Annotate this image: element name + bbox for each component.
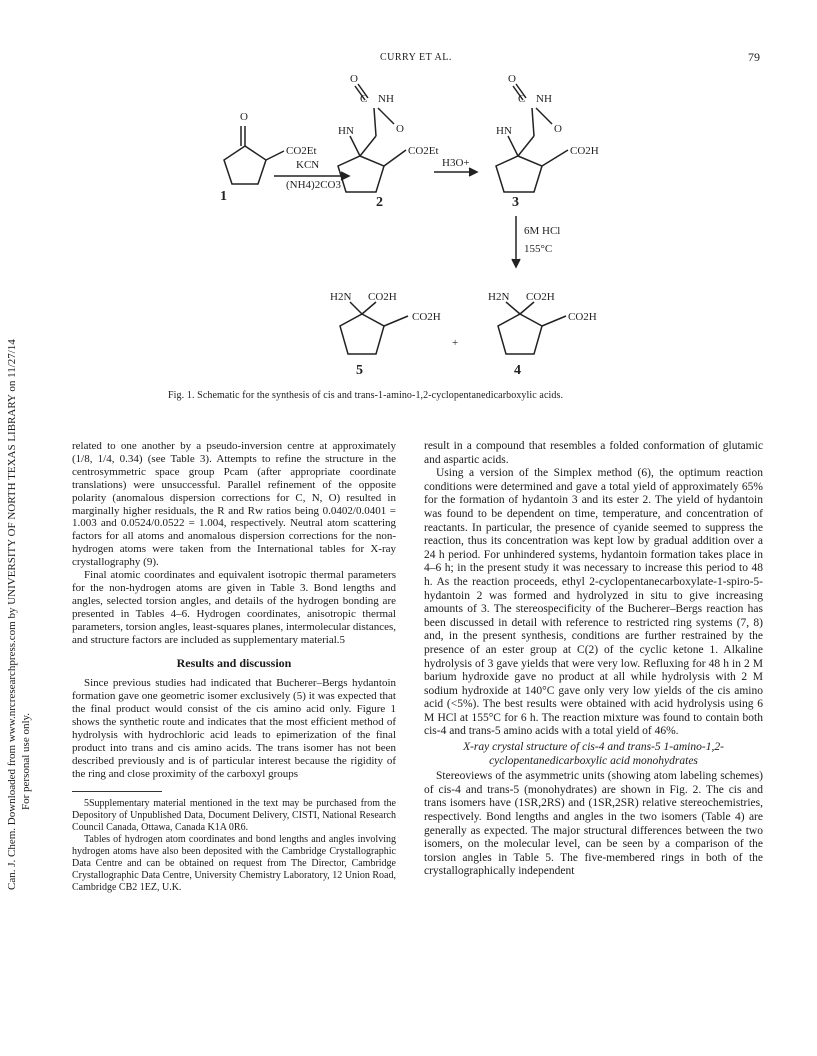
page-number: 79 [748,50,760,64]
amine-5: H2N [330,291,352,303]
hydantoin-c-3: C [518,93,526,105]
reagent-kcn: KCN [296,159,320,171]
reagent-temperature: 155°C [524,243,553,255]
hydantoin-nh-2: NH [378,93,394,105]
co2h-4b: CO2H [568,311,597,323]
plus-sign: + [452,337,459,349]
right-paragraph-2: Using a version of the Simplex method (6), the optimum reaction conditions were determined and gave a total yield of approximately 65% for the formation of hydantoin 3 and its ester 2. The yield of hydantoin was found to be dependent on time, temperature, and concentration of reactants. In particular, the presence of cyanide seemed to suppress the reaction, thus its concentration was kept low by gradual addition over a 24 h period. For unhindered systems, hydantoin formation takes place in 4–6 h; in the present study it was necessary to increase this period to 48 h. As the reaction proceeds, ethyl 2-cyclopentanecarboxylate-1-spiro-5-hydantoin 2 was formed and hydrolyzed in situ to give increasing amounts of 3. The stereospecificity of the Bucherer–Bergs reaction has been discussed in detail with reference to restricted ring systems (7, 8) and, in the present synthesis, conditions are further restrained by the presence of an ester group at C(2) of the cyclic ketone 1. Alkaline hydrolysis of 3 gave yields that were very low. Refluxing for 48 h in 2 M barium hydroxide gave no product at all while hydrolysis with 2 M sodium hydroxide at 140°C gave only very low yields of the cis amino acid (<5%). The best results were obtained with acid hydrolysis using 6 M HCl at 155°C for 6 h. The reaction mixture was found to contain both cis-4 and trans-5 amino acids with a total yield of 46%. [424,467,763,738]
co2h-4a: CO2H [526,291,555,303]
cyclopentanone-ring [224,146,266,184]
reaction-scheme [200,68,630,388]
cyclopentane-ring-5 [340,314,384,354]
reagent-ammonium-carbonate: (NH4)2CO3 [286,179,341,191]
left-paragraph-1: related to one another by a pseudo-inversion centre at approximately (1/8, 1/4, 0.34) (see Table 3). Attempts to refine the structure in the centrosymmetric space group Pcam (after appropriate coordinate translations) were unsuccessful. Parallel refinement of the opposite polarity (anomalous dispersion corrections for C, N, O) resulted in marginally higher residuals, the R and Rw ratios being 0.0402/0.0401 = 1.003 and 0.0524/0.0522 = 1.004, respectively. Neutral atom scattering factors for all atoms and anomalous dispersion corrections for the non-hydrogen atoms were taken from the International tables for X-ray crystallography (9). [72,440,396,569]
co2et-1: CO2Et [286,145,317,157]
right-paragraph-3: Stereoviews of the asymmetric units (showing atom labeling schemes) of cis-4 and trans-5 (monohydrates) are shown in Fig. 2. The cis and trans isomers have (1SR,2RS) and (1SR,2SR) relative stereochemistries, respectively. Bond lengths and angles in the two isomers (Table 4) are generally as expected. The major structural differences between the two isomers, on the molecular level, can be seen by a comparison of the torsion angles in Table 5. The five-membered rings in both of the crystallographically independent [424,770,763,878]
co2h-5a: CO2H [368,291,397,303]
download-notice-line1: Can. J. Chem. Downloaded from www.nrcresearchpress.com by UNIVERSITY OF NORTH TEXAS LIBRARY on 11/27/14 [6,339,18,890]
amine-4: H2N [488,291,510,303]
hydantoin-o-3: O [508,73,516,85]
figure-caption-prefix: Fig. 1. [168,390,195,401]
footnote-2: Tables of hydrogen atom coordinates and bond lengths and angles involving hydrogen atoms have also been deposited with the Cambridge Crystallographic Data Centre and can be obtained on request from The Director, Cambridge Crystallographic Data Centre, University Chemistry Laboratory, 12 Union Road, Cambridge CB2 1EZ, U.K. [72,833,396,893]
compound-5-label: 5 [356,363,363,378]
left-paragraph-2: Final atomic coordinates and equivalent isotropic thermal parameters for the non-hydrogen atoms are given in Table 3. Bond lengths and angles, selected torsion angles, and details of the hydrogen bonding are presented in Tables 4–6. Hydrogen coordinates, anisotropic thermal parameters, torsion angles, least-squares planes, intermolecular distances, and structure factors are included as supplementary material.5 [72,569,396,646]
subsection-title: X-ray crystal structure of cis-4 and trans-5 1-amino-1,2-cyclopentanedicarboxylic acid monohydrates [463,741,724,767]
co2h-3: CO2H [570,145,599,157]
hydantoin-hn-3: HN [496,125,512,137]
right-paragraph-1: result in a compound that resembles a folded conformation of glutamic and aspartic acids. [424,440,763,466]
running-head: CURRY ET AL. [380,52,452,63]
reagent-h3o: H3O+ [442,157,470,169]
compound-3-label: 3 [512,195,519,210]
reagent-hcl: 6M HCl [524,225,561,237]
figure-caption-text: Schematic for the synthesis of cis and trans-1-amino-1,2-cyclopentanedicarboxylic acids. [197,390,564,401]
cyclopentane-ring-4 [498,314,542,354]
hydantoin-co-2: O [396,123,404,135]
footnote-1: 5Supplementary material mentioned in the text may be purchased from the Depository of Unpublished Data, Document Delivery, CISTI, National Research Council Canada, Ottawa, Canada K1A 0R6. [72,797,396,833]
compound-1-label: 1 [220,189,227,204]
left-column [72,440,396,894]
compound-2-label: 2 [376,195,383,210]
hydantoin-co-3: O [554,123,562,135]
co2et-2: CO2Et [408,145,439,157]
hydantoin-c-2: C [360,93,368,105]
compound-4-label: 4 [514,363,521,378]
spiro-ring-3 [496,156,542,192]
download-notice-line2: For personal use only. [20,712,32,810]
hydantoin-nh-3: NH [536,93,552,105]
left-paragraph-3: Since previous studies had indicated that Bucherer–Bergs hydantoin formation gave one geometric isomer exclusively (5) it was expected that the final product would consist of the cis amino acid only. Figure 1 shows the synthetic route and indicates that the most efficient method of hydrolysis with hydrochloric acid leads to epimerization of the final product into trans and cis amino acids. The trans isomer has not been described previously and is of particular interest because the rigidity of the ring and close proximity of the carboxyl groups [72,677,396,780]
co2h-5b: CO2H [412,311,441,323]
figure-caption [168,390,668,401]
ketone-o: O [240,111,248,123]
section-title: Results and discussion [176,655,292,670]
right-column [424,440,763,879]
footnote-divider [72,791,162,792]
hydantoin-o-2: O [350,73,358,85]
hydantoin-hn-2: HN [338,125,354,137]
download-notice [2,190,40,890]
